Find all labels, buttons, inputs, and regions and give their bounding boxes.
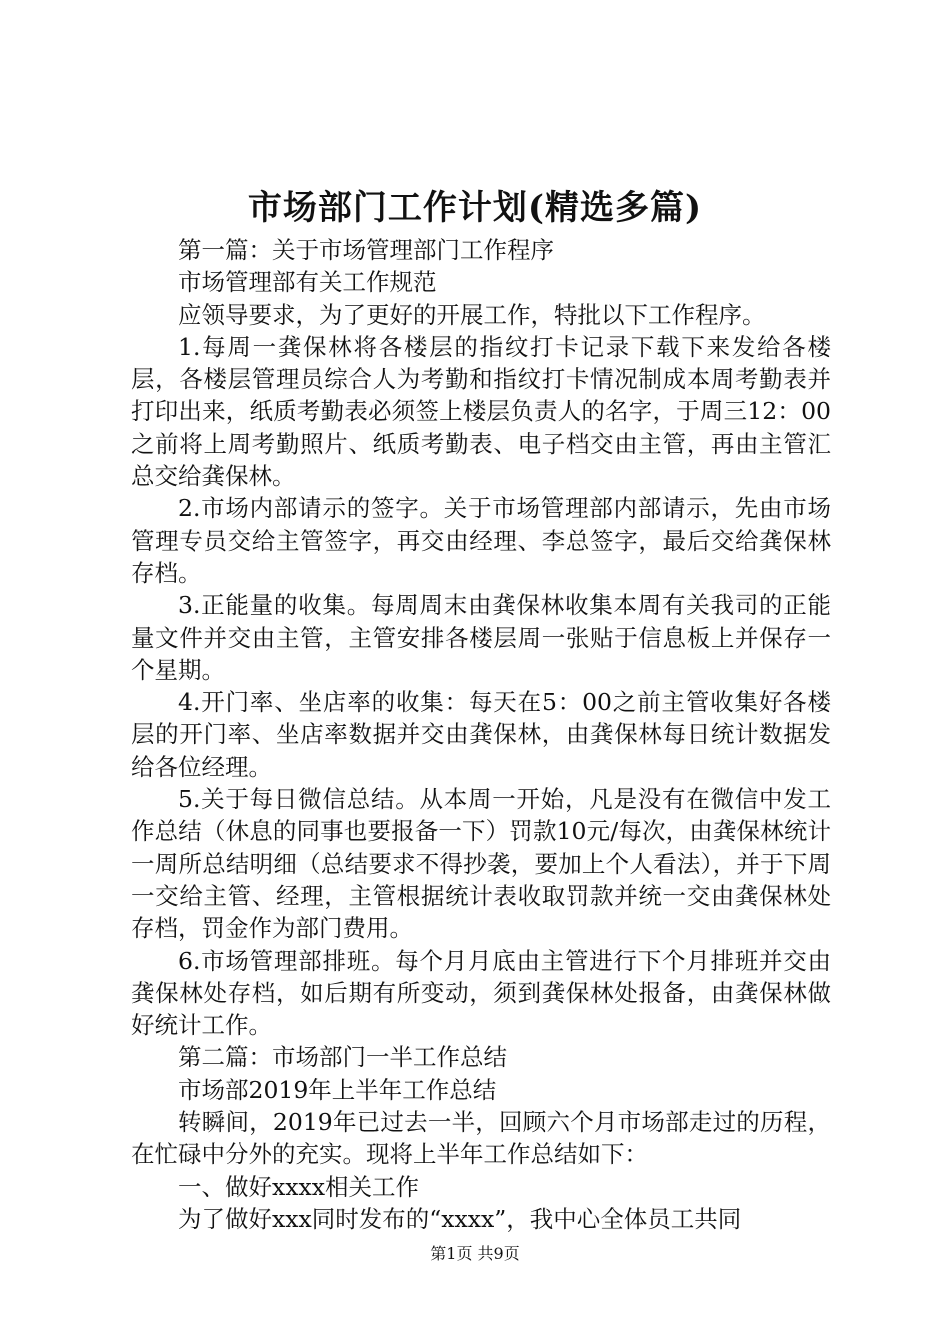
- paragraph: 4.开门率、坐店率的收集：每天在5：00之前主管收集好各楼层的开门率、坐店率数据并交由龚保林，由龚保林每日统计数据发给各位经理。: [131, 688, 831, 781]
- paragraph: 市场部2019年上半年工作总结: [178, 1075, 497, 1104]
- paragraph: 为了做好xxx同时发布的“xxxx”，我中心全体员工共同: [178, 1204, 742, 1233]
- paragraph: 5.关于每日微信总结。从本周一开始，凡是没有在微信中发工作总结（休息的同事也要报备一下）罚款10元/每次，由龚保林统计一周所总结明细（总结要求不得抄袭，要加上个人看法），并于下周一交给主管、经理，主管根据统计表收取罚款并统一交由龚保林处存档，罚金作为部门费用。: [131, 785, 831, 943]
- paragraph: 2.市场内部请示的签字。关于市场管理部内部请示，先由市场管理专员交给主管签字，再交由经理、李总签字，最后交给龚保林存档。: [131, 494, 831, 587]
- paragraph: 1.每周一龚保林将各楼层的指纹打卡记录下载下来发给各楼层，各楼层管理员综合人为考勤和指纹打卡情况制成本周考勤表并打印出来，纸质考勤表必须签上楼层负责人的名字，于周三12：00之前将上周考勤照片、纸质考勤表、电子档交由主管，再由主管汇总交给龚保林。: [131, 332, 831, 491]
- paragraph: 一、做好xxxx相关工作: [178, 1172, 420, 1201]
- paragraph: 3.正能量的收集。每周周末由龚保林收集本周有关我司的正能量文件并交由主管，主管安排各楼层周一张贴于信息板上并保存一个星期。: [131, 591, 831, 684]
- paragraph: 第一篇：关于市场管理部门工作程序: [178, 236, 554, 264]
- paragraph: 第二篇：市场部门一半工作总结: [178, 1043, 507, 1072]
- document-body: [131, 234, 831, 1235]
- paragraph: 市场管理部有关工作规范: [178, 268, 437, 297]
- document-title: 市场部门工作计划(精选多篇): [247, 188, 703, 228]
- paragraph: 应领导要求，为了更好的开展工作，特批以下工作程序。: [178, 300, 766, 329]
- paragraph: 6.市场管理部排班。每个月月底由主管进行下个月排班并交由龚保林处存档，如后期有所变动，须到龚保林处报备，由龚保林做好统计工作。: [131, 946, 831, 1040]
- paragraph: 转瞬间，2019年已过去一半，回顾六个月市场部走过的历程，在忙碌中分外的充实。现将上半年工作总结如下：: [131, 1108, 831, 1169]
- page-footer: 第1页 共9页: [430, 1244, 520, 1263]
